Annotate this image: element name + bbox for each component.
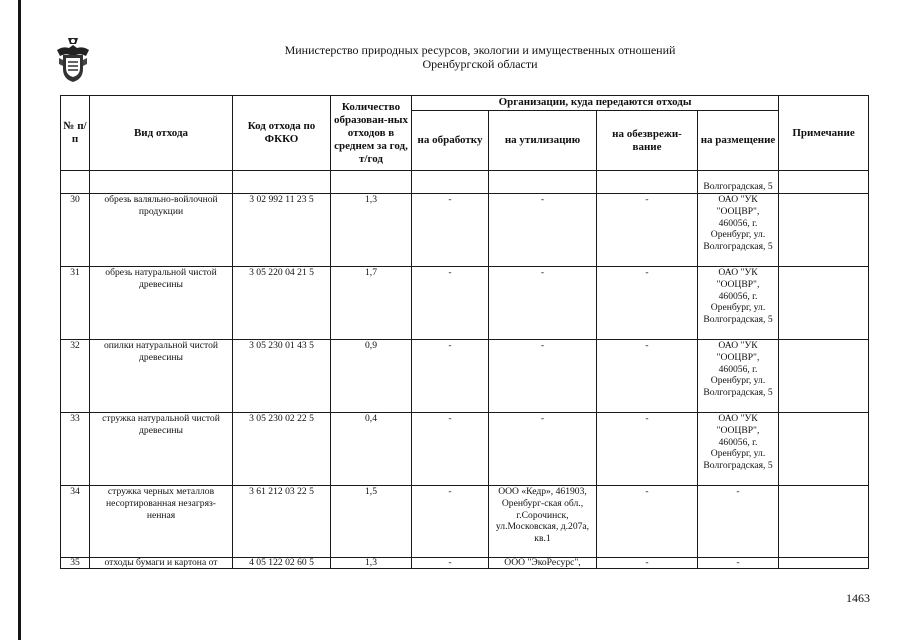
header-num: № п/п: [61, 96, 90, 171]
cell-note: [779, 413, 869, 486]
cell-quantity: 0,9: [331, 340, 412, 413]
cell-placement: ОАО "УК "ООЦВР", 460056, г. Оренбург, ул. Волгоградская, 5: [698, 413, 779, 486]
cell-num: 35: [61, 558, 90, 569]
cell-note: [779, 486, 869, 558]
cell-note: [779, 194, 869, 267]
table-row: [61, 486, 869, 558]
cell-note: [779, 267, 869, 340]
cell-num: 33: [61, 413, 90, 486]
binding-margin-line: [18, 0, 21, 640]
cell-waste-type: стружка натуральной чистой древесины: [90, 413, 233, 486]
cell-waste-type: отходы бумаги и картона от: [90, 558, 233, 569]
cell-num: 34: [61, 486, 90, 558]
cell-processing: -: [412, 413, 489, 486]
cell-waste-type: обрезь валяльно-войлочной продукции: [90, 194, 233, 267]
cell-utilization: -: [489, 413, 597, 486]
cell-neutralization: -: [597, 413, 698, 486]
cell-num: 30: [61, 194, 90, 267]
header-organizations-group: Организации, куда передаются отходы: [412, 96, 779, 111]
cell-code: 4 05 122 02 60 5: [233, 558, 331, 569]
cell-utilization: -: [489, 267, 597, 340]
cell-waste-type: опилки натуральной чистой древесины: [90, 340, 233, 413]
cell-quantity: 1,7: [331, 267, 412, 340]
header-fkko-code: Код отхода по ФККО: [233, 96, 331, 171]
cell-quantity: 1,3: [331, 194, 412, 267]
cell-utilization: ООО «Кедр», 461903, Оренбург-ская обл., г.Сорочинск, ул.Московская, д.207а, кв.1: [489, 486, 597, 558]
cell-quantity: 0,4: [331, 413, 412, 486]
cell-placement: ОАО "УК "ООЦВР", 460056, г. Оренбург, ул. Волгоградская, 5: [698, 267, 779, 340]
header-quantity: Количество образован-ных отходов в среднем за год, т/год: [331, 96, 412, 171]
header-processing: на обработку: [412, 111, 489, 171]
cell-quantity: 1,5: [331, 486, 412, 558]
header-placement: на размещение: [698, 111, 779, 171]
cell-code: 3 05 230 02 22 5: [233, 413, 331, 486]
coat-of-arms-emblem: [55, 36, 91, 84]
cell-num: 32: [61, 340, 90, 413]
cell-note: [779, 340, 869, 413]
cell-waste-type: стружка черных металлов несортированная незагряз-ненная: [90, 486, 233, 558]
ministry-header: [230, 43, 730, 71]
continuation-row: [61, 171, 869, 194]
header-row-top: [61, 96, 869, 111]
cell-neutralization: -: [597, 558, 698, 569]
cell-waste-type: обрезь натуральной чистой древесины: [90, 267, 233, 340]
waste-transfer-table: [60, 95, 869, 569]
header-note: Примечание: [779, 96, 869, 171]
cell-placement: ОАО "УК "ООЦВР", 460056, г. Оренбург, ул. Волгоградская, 5: [698, 194, 779, 267]
cell-code: 3 05 230 01 43 5: [233, 340, 331, 413]
cell-processing: -: [412, 194, 489, 267]
table-row: [61, 558, 869, 569]
cell-placement: -: [698, 558, 779, 569]
header-utilization: на утилизацию: [489, 111, 597, 171]
cell-utilization: ООО "ЭкоРесурс",: [489, 558, 597, 569]
header-line-1: Министерство природных ресурсов, экологии и имущественных отношений: [284, 43, 676, 57]
table-row: [61, 340, 869, 413]
cell-processing: -: [412, 267, 489, 340]
cell-note: [779, 558, 869, 569]
cell-code: 3 02 992 11 23 5: [233, 194, 331, 267]
cell-neutralization: -: [597, 267, 698, 340]
cell-processing: -: [412, 486, 489, 558]
cell-num: 31: [61, 267, 90, 340]
table-row: [61, 194, 869, 267]
cell-processing: -: [412, 340, 489, 413]
continuation-placement: Волгоградская, 5: [698, 171, 779, 194]
header-waste-type: Вид отхода: [90, 96, 233, 171]
table-row: [61, 413, 869, 486]
cell-neutralization: -: [597, 486, 698, 558]
header-neutralization: на обезврежи-вание: [597, 111, 698, 171]
cell-placement: -: [698, 486, 779, 558]
cell-placement: ОАО "УК "ООЦВР", 460056, г. Оренбург, ул. Волгоградская, 5: [698, 340, 779, 413]
table-row: [61, 267, 869, 340]
cell-code: 3 61 212 03 22 5: [233, 486, 331, 558]
cell-utilization: -: [489, 194, 597, 267]
header-line-2: Оренбургской области: [422, 57, 538, 71]
cell-quantity: 1,3: [331, 558, 412, 569]
cell-utilization: -: [489, 340, 597, 413]
cell-neutralization: -: [597, 340, 698, 413]
cell-code: 3 05 220 04 21 5: [233, 267, 331, 340]
cell-neutralization: -: [597, 194, 698, 267]
cell-processing: -: [412, 558, 489, 569]
page-number: 1463: [846, 591, 870, 605]
